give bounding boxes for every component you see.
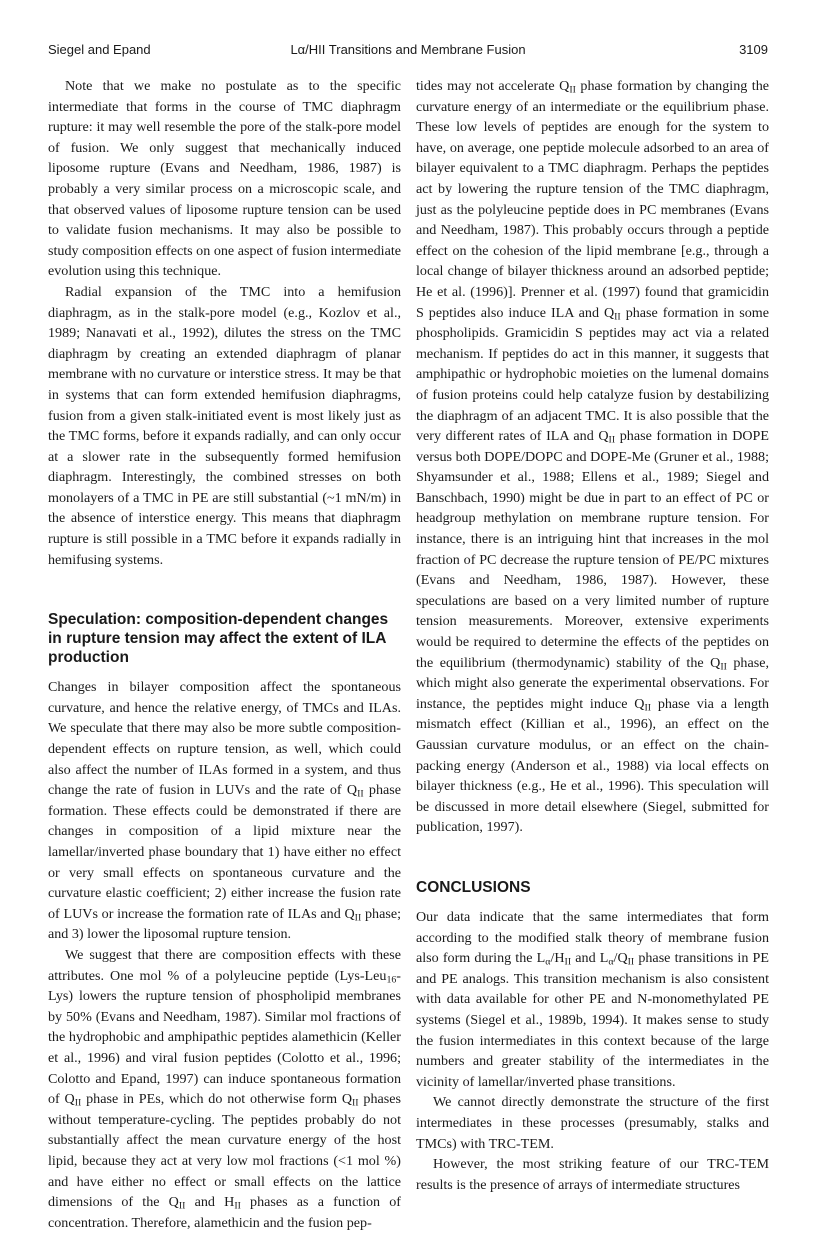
paragraph-composition-effects: We suggest that there are composition effects with these attributes. One mol % of a polyleucine peptide (Lys-Leu$_{16}$-Lys) lowers the rupture tension of phospholipid membranes by 50% (Evans and Needham, 1987). Similar mol fractions of the hydrophobic and amphipathic peptides alamethicin (Keller et al., 1996) and viral fusion peptides (Colotto et al., 1996; Colotto and Epand, 1997) can induce spontaneous formation of $Q_{II}$ phase in PEs, which do not otherwise form $Q_{II}$ phases without temperature-cycling. The peptides probably do not substantially affect the mean curvature energy of the host lipid, because they act at very low mol fractions (<1 mol %) and have either no effect or small effects on the lattice dimensions of the $Q_{II}$ and $H_{II}$ phases as a function of concentration. Therefore, alamethicin and the fusion pep- (48, 946, 402, 1231)
header-authors: Siegel and Epand (48, 42, 151, 57)
paragraph-conclusions-data: Our data indicate that the same intermediates that form according to the modified stalk theory of membrane fusion also form during the $L_\alpha/H_{II}$ and $L_\alpha/Q_{II}$ phase transitions in PE and PE analogs. This transition mechanism is also consistent with data available for other PE and N-monomethylated PE systems (Siegel et al., 1989b, 1994). It makes sense to study the fusion intermediates in this context because of the large numbers and greater stability of the intermediates in the vicinity of lamellar/inverted phase transitions. (416, 908, 769, 1090)
paragraph-composition-changes: Changes in bilayer composition affect the spontaneous curvature, and hence the relative energy, of TMCs and ILAs. We speculate that there may also be more subtle composition-dependent effects on rupture tension, as well, which could also affect the number of ILAs formed in a system, and thus change the rate of fusion in LUVs and the rate of $Q_{II}$ phase formation. These effects could be demonstrated if there are changes in composition of a lipid mixture near the lamellar/inverted phase boundary that 1) have either no effect or very small effects on spontaneous curvature and the curvature elastic coefficient; 2) either increase the fusion rate of LUVs or increase the formation rate of ILAs and $Q_{II}$ phase; and 3) lower the liposomal rupture tension. (48, 679, 401, 943)
paragraph-tmc-rupture: Note that we make no postulate as to the specific intermediate that forms in the course of TMC diaphragm rupture: it may well resemble the pore of the stalk-pore model of fusion. We only suggest that mechanically induced liposome rupture (Evans and Needham, 1986, 1987) is probably a very similar process on a microscopic scale, and that observed values of liposome rupture tension can be used to validate fusion mechanisms. It may also be possible to study composition effects on one aspect of fusion intermediate evolution using this technique. (48, 78, 401, 280)
running-header (48, 42, 768, 62)
paragraph-striking-feature: However, the most striking feature of our TRC-TEM results is the presence of arrays of intermediate structures (416, 1156, 769, 1193)
paragraph-peptides: tides may not accelerate $Q_{II}$ phase formation by changing the curvature energy of an intermediate or the equilibrium phase. These low levels of peptides are enough for the system to have, on average, one peptide molecule adsorbed to an area of bilayer equivalent to a TMC diaphragm. Perhaps the peptides act by lowering the rupture tension of the TMC diaphragm, just as the polyleucine peptide does in PC membranes (Evans and Needham, 1987). This probably occurs through a peptide effect on the cohesion of the lipid membrane [e.g., through a local change of bilayer thickness around an adsorbed peptide; He et al. (1996)]. Prenner et al. (1997) found that gramicidin S peptides also induce ILA and $Q_{II}$ phase formation in some phospholipids. Gramicidin S peptides may act via a related mechanism. If peptides do act in this manner, it suggests that amphipathic or hydrophobic moieties on the lumenal domains of fusion proteins could help catalyze fusion by destabilizing the diaphragm of an adjacent TMC. It is also possible that the very different rates of ILA and $Q_{II}$ phase formation in DOPE versus both DOPE/DOPC and DOPE-Me (Gruner et al., 1988; Shyamsunder et al., 1988; Ellens et al., 1989; Siegel and Banschbach, 1990) might be due in part to an effect of PC or headgroup methylation on membrane rupture tension. For instance, there is an intriguing hint that increases in the mol fraction of PC decrease the rupture tension of PE/PC mixtures (Evans and Needham, 1986, 1987). However, these speculations are based on a very limited number of rupture tension measurements. Moreover, extensive experiments would be required to determine the effects of the peptides on the equilibrium (thermodynamic) stability of the $Q_{II}$ phase, which might also generate the experimental observations. For instance, the peptides might induce $Q_{II}$ phase via a length mismatch effect (Killian et al., 1996), an effect on the Gaussian curvature modulus, or an effect on the chain-packing energy (Anderson et al., 1988) via local effects on bilayer thickness (e.g., He et al., 1996). This speculation will be discussed in more detail elsewhere (Siegel, submitted for publication, 1997). (416, 78, 769, 836)
header-title: Lα/HII Transitions and Membrane Fusion (290, 42, 526, 57)
section-heading-speculation: Speculation: composition-dependent changes in rupture tension may affect the extent of ILA production (48, 611, 389, 667)
paragraph-cannot-demonstrate: We cannot directly demonstrate the structure of the first intermediates in these processes (presumably, stalks and TMCs) with TRC-TEM. (416, 1094, 769, 1152)
paragraph-radial-expansion: Radial expansion of the TMC into a hemifusion diaphragm, as in the stalk-pore model (e.g., Kozlov et al., 1989; Nanavati et al., 1992), dilutes the stress on the TMC diaphragm by creating an extended diaphragm of planar membrane with no curvature or interstice stress. It may be that in systems that can form extended hemifusion diaphragms, fusion from a given stalk-initiated event is most likely just as the TMC forms, before it expands radially, and can only occur at a slower rate in the subsequently formed hemifusion diaphragm. Interestingly, the combined stresses on both monolayers of a TMC in PE are still substantial (~1 mN/m) in the absence of interstice energy. This means that diaphragm rupture is still possible in a TMC before it expands radially in hemifusing systems. (48, 283, 401, 568)
right-column (416, 76, 769, 1195)
left-column (48, 76, 401, 1233)
section-heading-conclusions: CONCLUSIONS (416, 878, 531, 896)
page-number: 3109 (739, 42, 768, 57)
